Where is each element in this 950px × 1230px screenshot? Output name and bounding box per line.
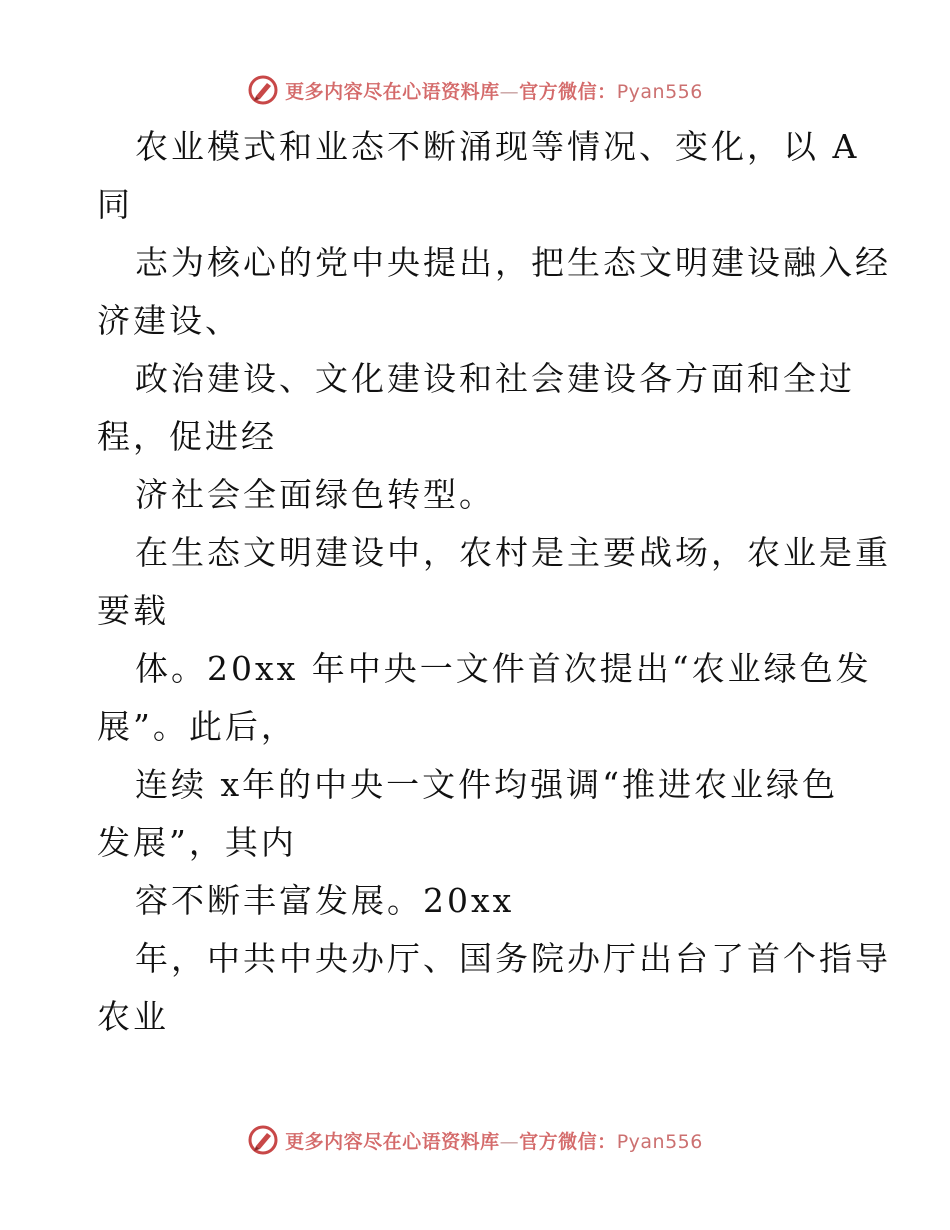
- body-line: 年，中共中央办厅、国务院办厅出台了首个指导: [135, 939, 891, 978]
- body-line: 在生态文明建设中，农村是主要战场，农业是重: [135, 533, 891, 572]
- body-line: 济建设、: [97, 301, 241, 340]
- footer-wechat-label: 官方微信：: [519, 1130, 617, 1153]
- body-line: 济社会全面绿色转型。: [135, 475, 495, 514]
- footer-banner-text: [285, 1127, 703, 1154]
- pen-logo-icon: [247, 74, 279, 106]
- body-line: 体。20xx 年中央一文件首次提出“农业绿色发: [135, 649, 872, 688]
- pen-logo-icon: [247, 1124, 279, 1156]
- footer-separator: —: [499, 1130, 520, 1153]
- document-body: [97, 118, 891, 1046]
- body-line: 发展”，其内: [97, 823, 297, 862]
- body-line: 程，促进经: [97, 417, 277, 456]
- header-separator: —: [499, 80, 520, 103]
- header-banner: [0, 70, 950, 110]
- header-banner-text: [285, 77, 703, 104]
- body-line: 连续 x年的中央一文件均强调“推进农业绿色: [135, 765, 838, 804]
- footer-banner-title: 更多内容尽在心语资料库: [285, 1130, 500, 1153]
- body-line: 容不断丰富发展。20xx: [135, 881, 515, 920]
- body-line: 农业: [97, 997, 169, 1036]
- body-line: 农业模式和业态不断涌现等情况、变化，以 A: [135, 127, 860, 166]
- body-line: 同: [97, 185, 133, 224]
- body-line: 要载: [97, 591, 169, 630]
- footer-wechat-id: Pyan556: [616, 1130, 703, 1153]
- footer-banner: [0, 1120, 950, 1160]
- header-wechat-label: 官方微信：: [519, 80, 617, 103]
- header-wechat-id: Pyan556: [616, 80, 703, 103]
- body-line: 展”。此后，: [97, 707, 297, 746]
- header-banner-title: 更多内容尽在心语资料库: [285, 80, 500, 103]
- body-line: 政治建设、文化建设和社会建设各方面和全过: [135, 359, 855, 398]
- body-line: 志为核心的党中央提出，把生态文明建设融入经: [135, 243, 891, 282]
